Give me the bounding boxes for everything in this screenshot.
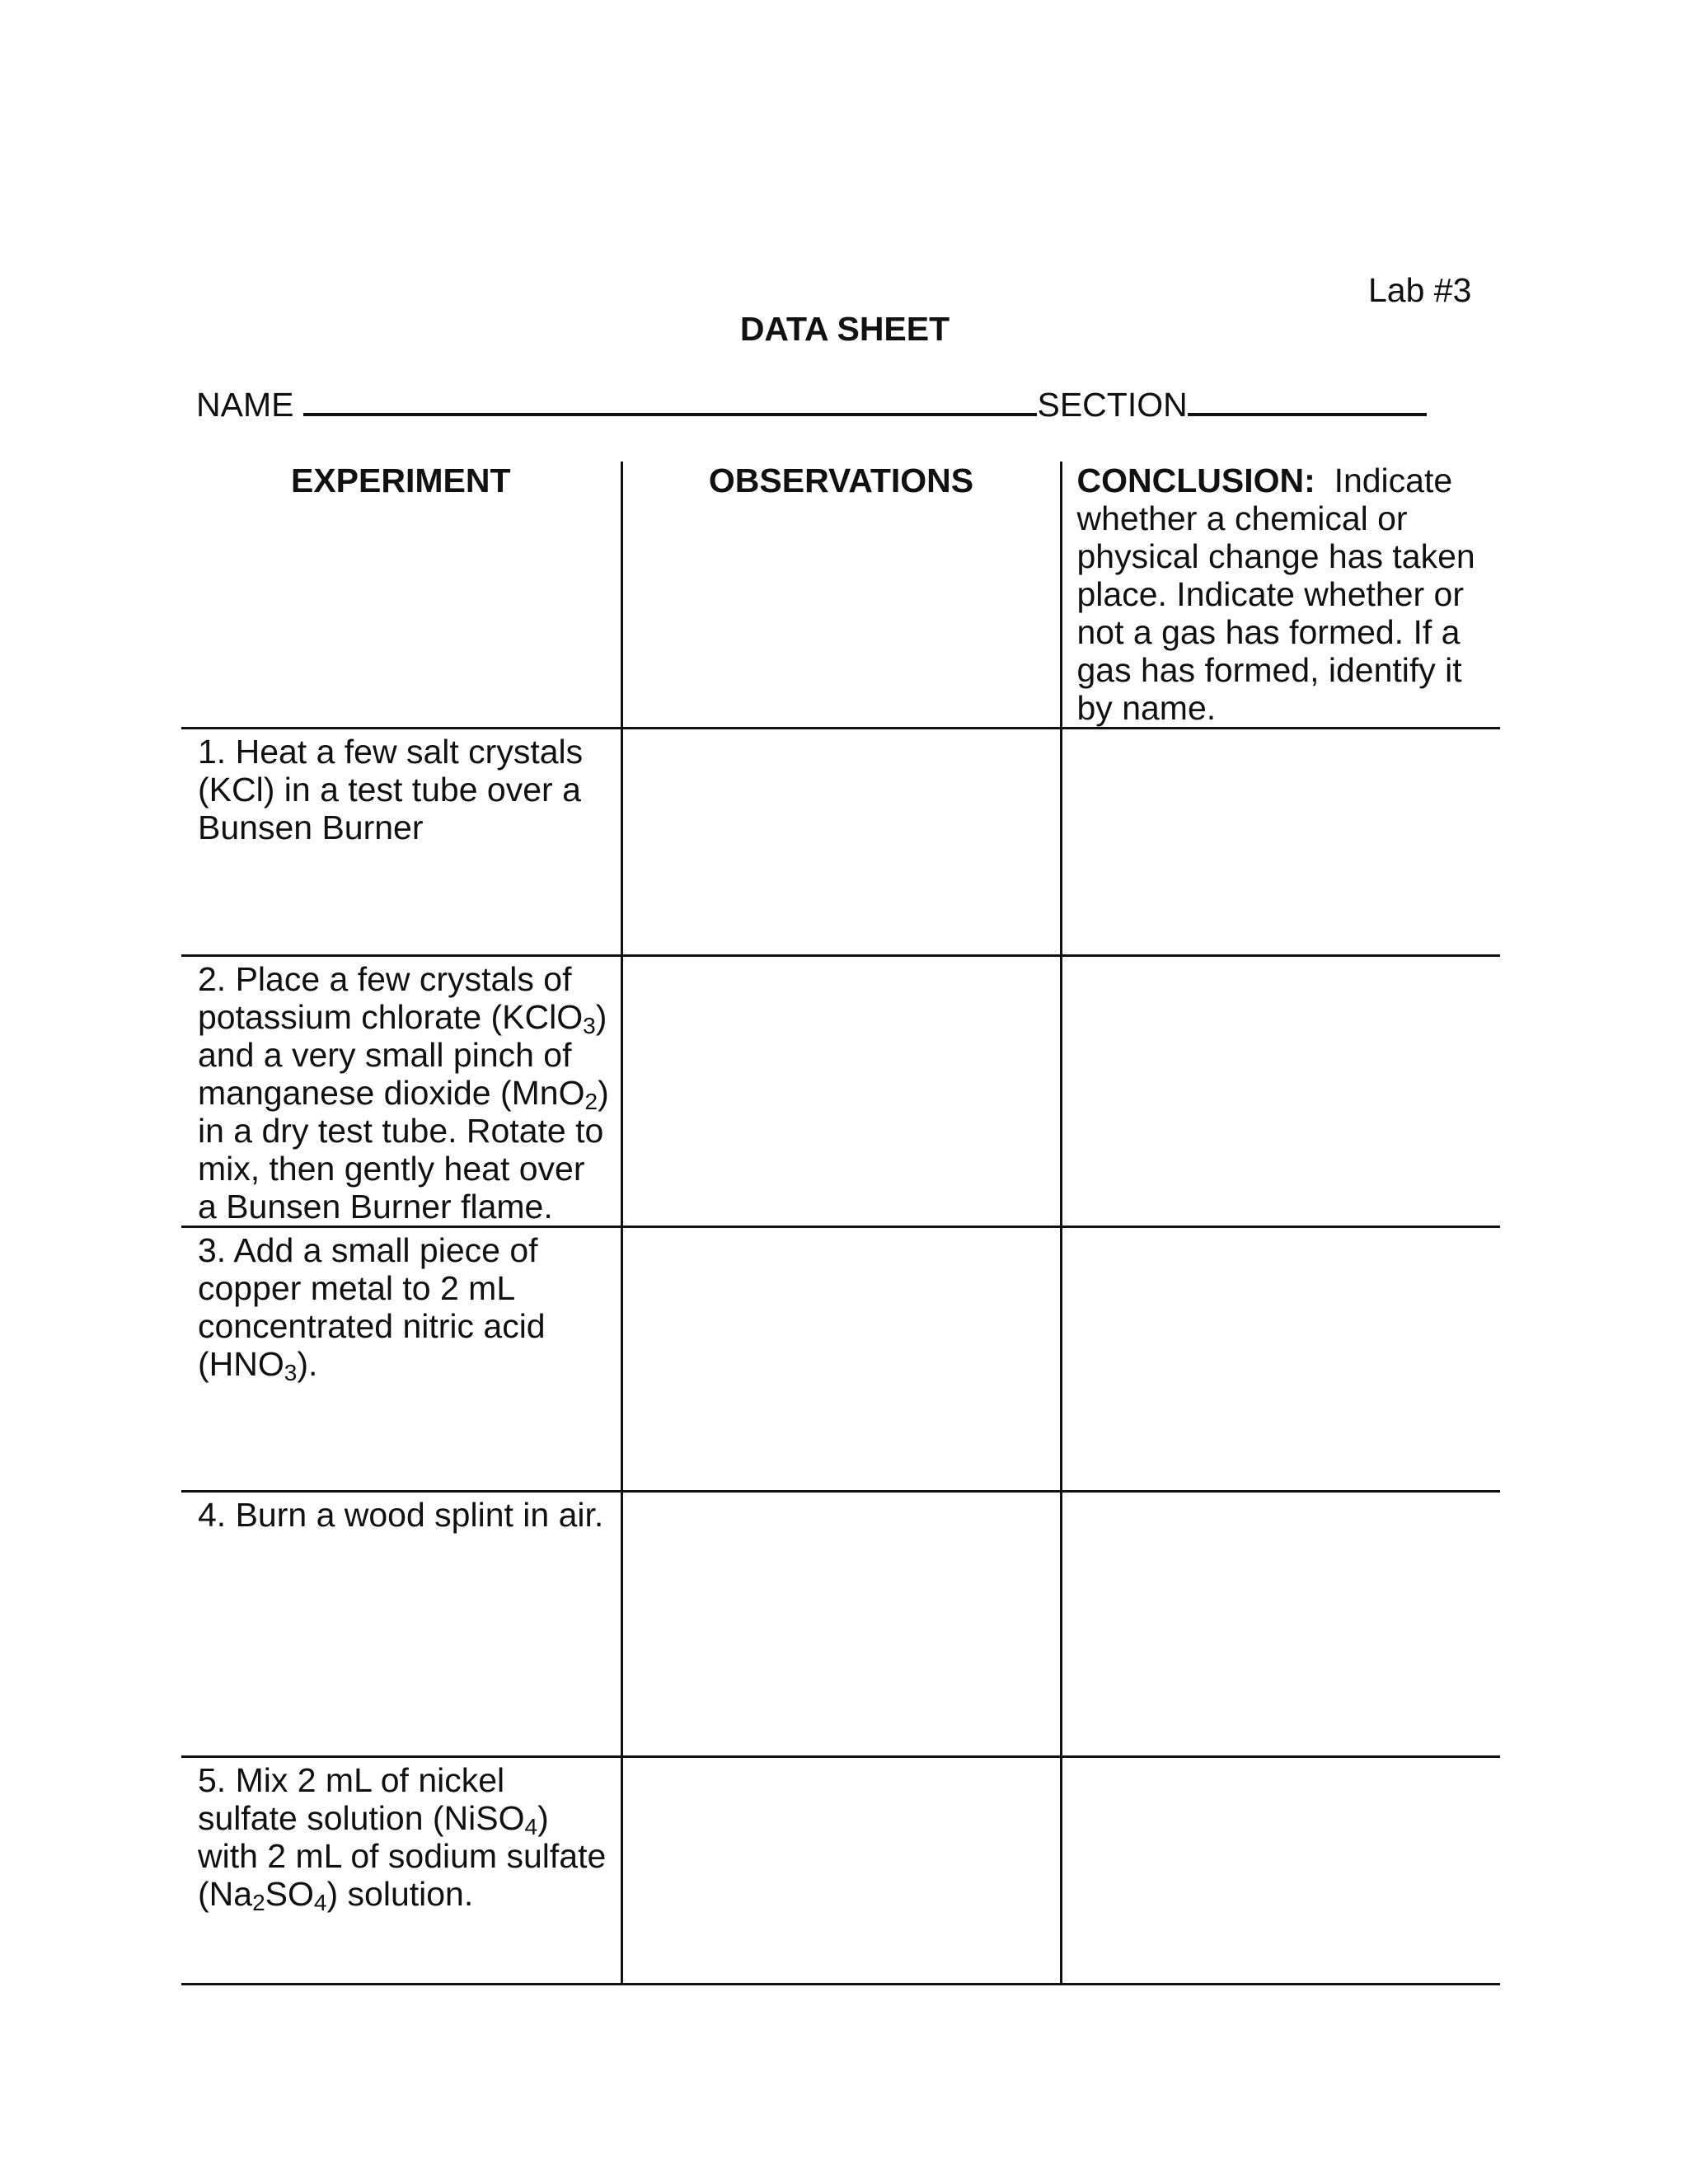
conclusion-instructions: Indicate whether a chemical or physical change has taken place. Indicate whether or not a gas has formed. If a gas has formed, identify it by name.	[1076, 462, 1475, 727]
lab-number: Lab #3	[1368, 271, 1472, 309]
name-label: NAME	[196, 386, 294, 424]
section-field[interactable]	[1188, 385, 1427, 416]
table-row	[181, 956, 1500, 1227]
conclusion-label: CONCLUSION:	[1076, 462, 1315, 499]
column-header-experiment: EXPERIMENT	[290, 462, 511, 499]
experiment-cell: 4. Burn a wood splint in air.	[198, 1496, 604, 1534]
name-field[interactable]	[303, 385, 1037, 416]
experiment-cell: 2. Place a few crystals of potassium chlorate (KClO$_3$) and a very small pinch of manganese dioxide (MnO$_2$) in a dry test tube. Rotate to mix, then gently heat over a Bunsen Burner flame.	[198, 960, 609, 1226]
name-section-line	[196, 385, 1427, 424]
table-row	[181, 1227, 1500, 1492]
conclusion-cell[interactable]	[1061, 1227, 1500, 1492]
observations-cell[interactable]	[621, 729, 1061, 956]
conclusion-cell[interactable]	[1061, 1757, 1500, 1985]
column-header-observations: OBSERVATIONS	[621, 462, 1061, 729]
conclusion-cell[interactable]	[1061, 729, 1500, 956]
table-row	[181, 1492, 1500, 1757]
experiment-cell: 3. Add a small piece of copper metal to 2 mL concentrated nitric acid $(HNO_3)$.	[198, 1231, 546, 1385]
table-header-row	[181, 462, 1500, 729]
conclusion-cell[interactable]	[1061, 1492, 1500, 1757]
observations-cell[interactable]	[621, 1227, 1061, 1492]
table-row	[181, 729, 1500, 956]
experiment-cell: 1. Heat a few salt crystals (KCl) in a test tube over a Bunsen Burner	[198, 733, 584, 846]
experiment-cell: 5. Mix 2 mL of nickel sulfate solution (NiSO$_4$) with 2 mL of sodium sulfate $(Na_2SO_4)$ solution.	[198, 1761, 607, 1915]
experiment-table	[181, 462, 1500, 1985]
page-title: DATA SHEET	[739, 310, 950, 348]
conclusion-cell[interactable]	[1061, 956, 1500, 1227]
observations-cell[interactable]	[621, 1492, 1061, 1757]
section-label: SECTION	[1037, 386, 1188, 424]
table-row	[181, 1757, 1500, 1985]
column-header-conclusion	[1061, 462, 1500, 729]
observations-cell[interactable]	[621, 1757, 1061, 1985]
observations-cell[interactable]	[621, 956, 1061, 1227]
